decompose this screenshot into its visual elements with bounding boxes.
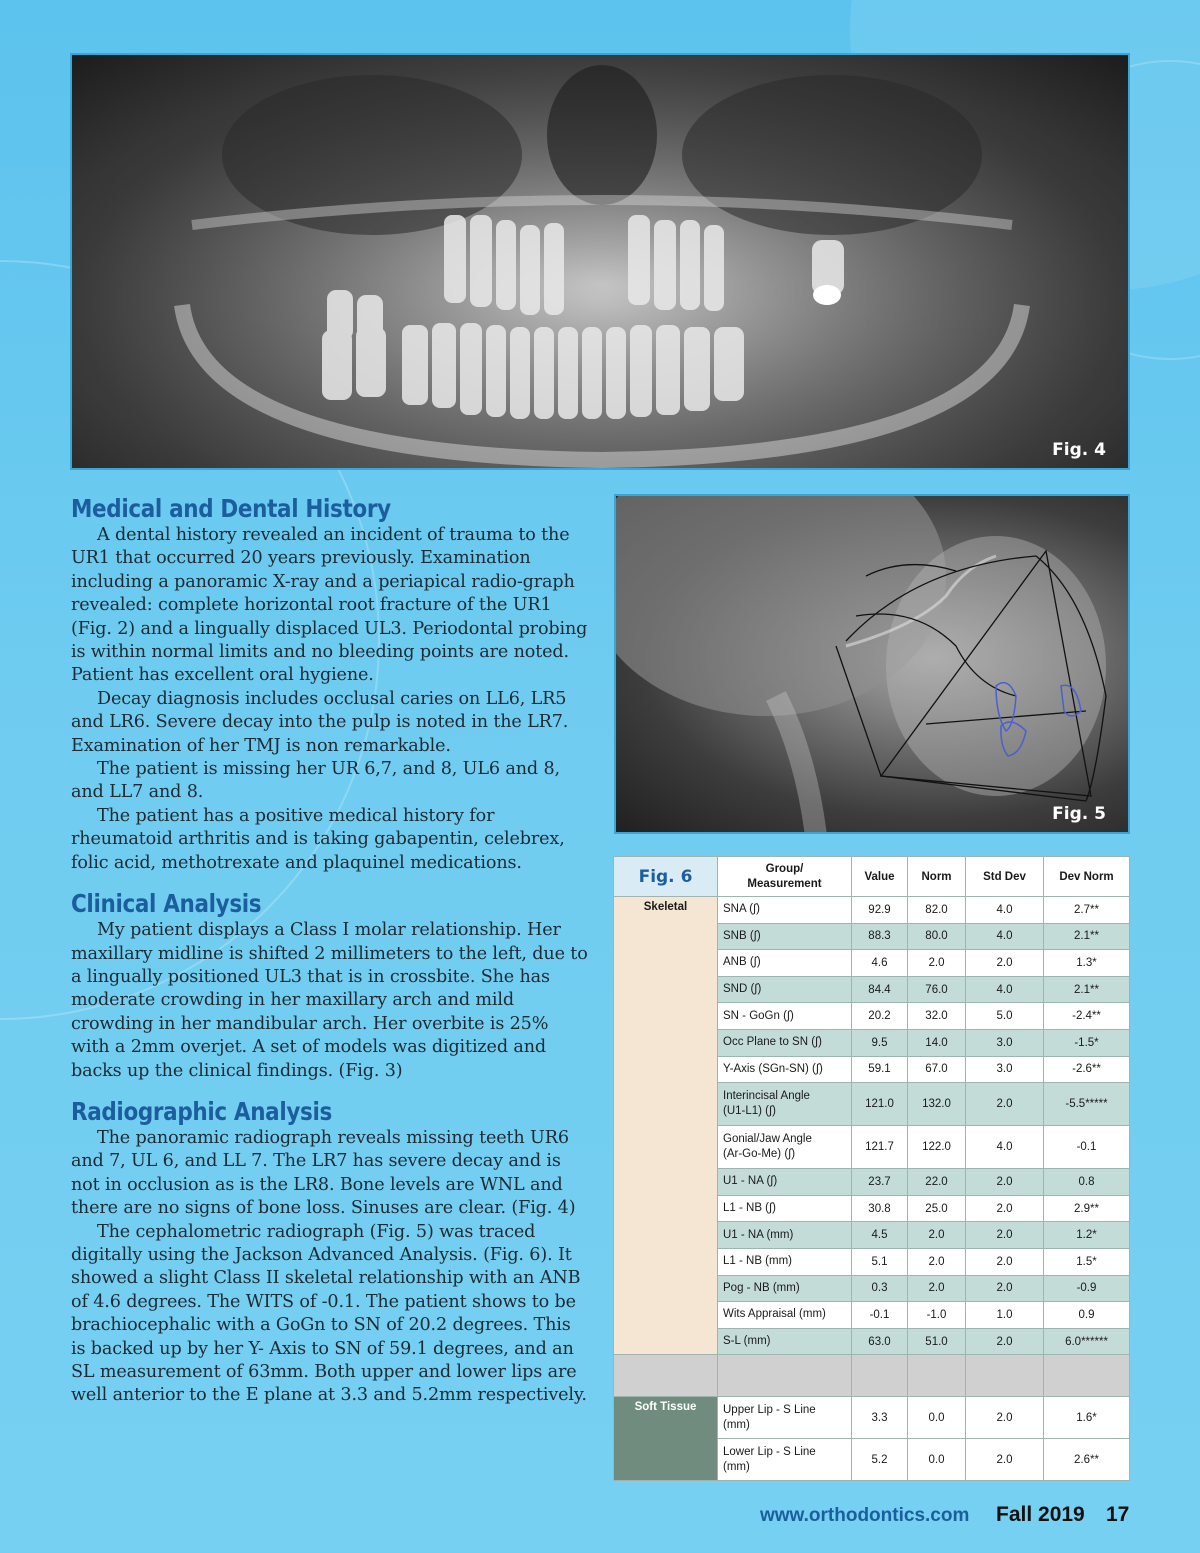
- measurement-value: 92.9: [852, 897, 908, 924]
- measurement-std-dev: 3.0: [966, 1056, 1044, 1083]
- measurement-std-dev: 2.0: [966, 1083, 1044, 1126]
- measurement-std-dev: 4.0: [966, 1126, 1044, 1169]
- measurement-value: 84.4: [852, 976, 908, 1003]
- measurement-norm: 76.0: [908, 976, 966, 1003]
- header-measurement-text: Group/ Measurement: [747, 862, 822, 890]
- measurement-value: 30.8: [852, 1195, 908, 1222]
- group-soft-tissue: Soft Tissue: [614, 1397, 718, 1481]
- measurement-value: 5.1: [852, 1248, 908, 1275]
- measurement-dev-norm: -5.5*****: [1044, 1083, 1130, 1126]
- panoramic-xray-figure: [70, 53, 1130, 470]
- measurement-norm: -1.0: [908, 1302, 966, 1329]
- measurement-norm: 25.0: [908, 1195, 966, 1222]
- measurement-dev-norm: 0.8: [1044, 1169, 1130, 1196]
- measurement-std-dev: 2.0: [966, 950, 1044, 977]
- measurement-std-dev: 2.0: [966, 1169, 1044, 1196]
- measurement-std-dev: 1.0: [966, 1302, 1044, 1329]
- measurement-name: S-L (mm): [718, 1328, 852, 1355]
- page-number: 17: [1106, 1503, 1130, 1526]
- measurement-dev-norm: 1.5*: [1044, 1248, 1130, 1275]
- measurement-std-dev: 3.0: [966, 1029, 1044, 1056]
- measurement-name: SNA (∫): [718, 897, 852, 924]
- group-skeletal: Skeletal: [614, 897, 718, 1355]
- measurement-dev-norm: 1.2*: [1044, 1222, 1130, 1249]
- measurement-norm: 67.0: [908, 1056, 966, 1083]
- footer-issue: Fall 2019: [996, 1503, 1085, 1526]
- measurement-std-dev: 2.0: [966, 1275, 1044, 1302]
- measurement-std-dev: 4.0: [966, 976, 1044, 1003]
- measurement-norm: 22.0: [908, 1169, 966, 1196]
- medical-history-heading: Medical and Dental History: [71, 494, 391, 523]
- measurement-dev-norm: -1.5*: [1044, 1029, 1130, 1056]
- measurement-name: ANB (∫): [718, 950, 852, 977]
- measurement-norm: 2.0: [908, 1275, 966, 1302]
- measurement-value: 121.7: [852, 1126, 908, 1169]
- measurement-std-dev: 4.0: [966, 897, 1044, 924]
- measurement-name: Y-Axis (SGn-SN) (∫): [718, 1056, 852, 1083]
- measurement-name: U1 - NA (∫): [718, 1169, 852, 1196]
- medical-paragraph-2: Decay diagnosis includes occlusal caries on LL6, LR5 and LR6. Severe decay into the pulp is noted in the LR7. Examination of her TMJ is non remarkable.: [71, 688, 569, 756]
- footer-url[interactable]: www.orthodontics.com: [760, 1505, 970, 1526]
- cephalometric-xray-figure: [614, 494, 1130, 834]
- measurement-norm: 0.0: [908, 1439, 966, 1481]
- panoramic-xray-image: [72, 55, 1130, 470]
- measurement-name: L1 - NB (∫): [718, 1195, 852, 1222]
- measurement-dev-norm: 1.6*: [1044, 1397, 1130, 1439]
- table-separator-row: [614, 1355, 1130, 1397]
- medical-paragraph-3: The patient is missing her UR 6,7, and 8, UL6 and 8, and LL7 and 8.: [71, 759, 560, 803]
- measurement-std-dev: 2.0: [966, 1195, 1044, 1222]
- measurement-std-dev: 2.0: [966, 1439, 1044, 1481]
- measurement-dev-norm: 6.0******: [1044, 1328, 1130, 1355]
- measurement-std-dev: 4.0: [966, 923, 1044, 950]
- measurement-std-dev: 5.0: [966, 1003, 1044, 1030]
- header-norm: Norm: [908, 857, 966, 897]
- measurement-std-dev: 2.0: [966, 1328, 1044, 1355]
- measurement-std-dev: 2.0: [966, 1248, 1044, 1275]
- measurement-value: 88.3: [852, 923, 908, 950]
- measurement-name: Pog - NB (mm): [718, 1275, 852, 1302]
- medical-paragraph-4: The patient has a positive medical history for rheumatoid arthritis and is taking gabapentin, celebrex, folic acid, methotrexate and plaquinel medications.: [71, 805, 565, 873]
- radiographic-paragraph-2: The cephalometric radiograph (Fig. 5) was traced digitally using the Jackson Advanced Analysis. (Fig. 6). It showed a slight Class II skeletal relationship with an ANB of 4.6 degrees. The WITS of -0.1. The patient shows to be brachiocephalic with a GoGn to SN of 20.2 degrees. This is backed up by her Y- Axis to SN of 59.1 degrees, and an SL measurement of 63mm. Both upper and lower lips are well anterior to the E plane at 3.3 and 5.2mm respectively.: [71, 1221, 587, 1406]
- measurement-value: 59.1: [852, 1056, 908, 1083]
- measurement-value: 4.5: [852, 1222, 908, 1249]
- measurement-dev-norm: 1.3*: [1044, 950, 1130, 977]
- measurement-norm: 122.0: [908, 1126, 966, 1169]
- page-footer: [760, 1503, 1132, 1529]
- measurement-norm: 2.0: [908, 950, 966, 977]
- clinical-analysis-heading: Clinical Analysis: [71, 889, 262, 919]
- header-dev-norm: Dev Norm: [1044, 857, 1130, 897]
- measurement-norm: 2.0: [908, 1222, 966, 1249]
- measurement-dev-norm: 2.9**: [1044, 1195, 1130, 1222]
- measurement-std-dev: 2.0: [966, 1222, 1044, 1249]
- measurement-dev-norm: -2.6**: [1044, 1056, 1130, 1083]
- measurement-dev-norm: 2.6**: [1044, 1439, 1130, 1481]
- measurement-value: 121.0: [852, 1083, 908, 1126]
- measurement-name: Interincisal Angle (U1-L1) (∫): [718, 1083, 852, 1126]
- measurement-value: -0.1: [852, 1302, 908, 1329]
- measurement-dev-norm: -0.9: [1044, 1275, 1130, 1302]
- table-row: [614, 1397, 1130, 1439]
- table-row: [614, 897, 1130, 924]
- jackson-analysis-table: [613, 856, 1129, 1481]
- measurement-norm: 2.0: [908, 1248, 966, 1275]
- measurement-name: Upper Lip - S Line (mm): [718, 1397, 852, 1439]
- fig5-label: Fig. 5: [1052, 804, 1106, 824]
- measurement-name: Occ Plane to SN (∫): [718, 1029, 852, 1056]
- measurement-value: 20.2: [852, 1003, 908, 1030]
- measurement-name: SND (∫): [718, 976, 852, 1003]
- measurement-norm: 32.0: [908, 1003, 966, 1030]
- measurement-norm: 82.0: [908, 897, 966, 924]
- cephalometric-xray-image: [616, 496, 1130, 834]
- measurement-value: 0.3: [852, 1275, 908, 1302]
- clinical-paragraph-1: My patient displays a Class I molar relationship. Her maxillary midline is shifted 2 millimeters to the left, due to a lingually positioned UL3 that is in crossbite. She has moderate crowding in her maxillary arch and mild crowding in her mandibular arch. Her overbite is 25% with a 2mm overjet. A set of models was digitized and backs up the clinical findings. (Fig. 3): [71, 920, 588, 1081]
- measurement-norm: 51.0: [908, 1328, 966, 1355]
- measurement-name: L1 - NB (mm): [718, 1248, 852, 1275]
- measurement-norm: 14.0: [908, 1029, 966, 1056]
- fig4-label: Fig. 4: [1052, 440, 1106, 460]
- header-std-dev: Std Dev: [966, 857, 1044, 897]
- measurement-norm: 80.0: [908, 923, 966, 950]
- measurement-name: Lower Lip - S Line (mm): [718, 1439, 852, 1481]
- measurement-name: Wits Appraisal (mm): [718, 1302, 852, 1329]
- measurement-value: 23.7: [852, 1169, 908, 1196]
- radiographic-paragraph-1: The panoramic radiograph reveals missing teeth UR6 and 7, UL 6, and LL 7. The LR7 has severe decay and is not in occlusion as is the LR8. Bone levels are WNL and there are no signs of bone loss. Sinuses are clear. (Fig. 4): [71, 1127, 576, 1219]
- measurement-value: 4.6: [852, 950, 908, 977]
- measurement-dev-norm: 2.1**: [1044, 923, 1130, 950]
- article-text-column: [71, 494, 589, 1408]
- measurement-name: U1 - NA (mm): [718, 1222, 852, 1249]
- measurement-name: SN - GoGn (∫): [718, 1003, 852, 1030]
- measurement-dev-norm: 0.9: [1044, 1302, 1130, 1329]
- measurement-value: 9.5: [852, 1029, 908, 1056]
- table-header-row: [614, 857, 1130, 897]
- measurement-norm: 0.0: [908, 1397, 966, 1439]
- measurement-value: 5.2: [852, 1439, 908, 1481]
- measurement-dev-norm: -0.1: [1044, 1126, 1130, 1169]
- measurement-name: SNB (∫): [718, 923, 852, 950]
- radiographic-analysis-heading: Radiographic Analysis: [71, 1096, 332, 1126]
- header-measurement: [718, 857, 852, 897]
- medical-paragraph-1: A dental history revealed an incident of trauma to the UR1 that occurred 20 years previously. Examination including a panoramic X-ray and a periapical radio-graph revealed: complete horizontal root fracture of the UR1 (Fig. 2) and a lingually displaced UL3. Periodontal probing is within normal limits and no bleeding points are noted. Patient has excellent oral hygiene.: [71, 525, 588, 686]
- fig6-label: Fig. 6: [614, 857, 718, 897]
- measurement-dev-norm: 2.7**: [1044, 897, 1130, 924]
- measurement-dev-norm: 2.1**: [1044, 976, 1130, 1003]
- measurement-name: Gonial/Jaw Angle (Ar-Go-Me) (∫): [718, 1126, 852, 1169]
- measurement-dev-norm: -2.4**: [1044, 1003, 1130, 1030]
- header-value: Value: [852, 857, 908, 897]
- measurement-value: 63.0: [852, 1328, 908, 1355]
- measurement-value: 3.3: [852, 1397, 908, 1439]
- measurement-norm: 132.0: [908, 1083, 966, 1126]
- measurement-std-dev: 2.0: [966, 1397, 1044, 1439]
